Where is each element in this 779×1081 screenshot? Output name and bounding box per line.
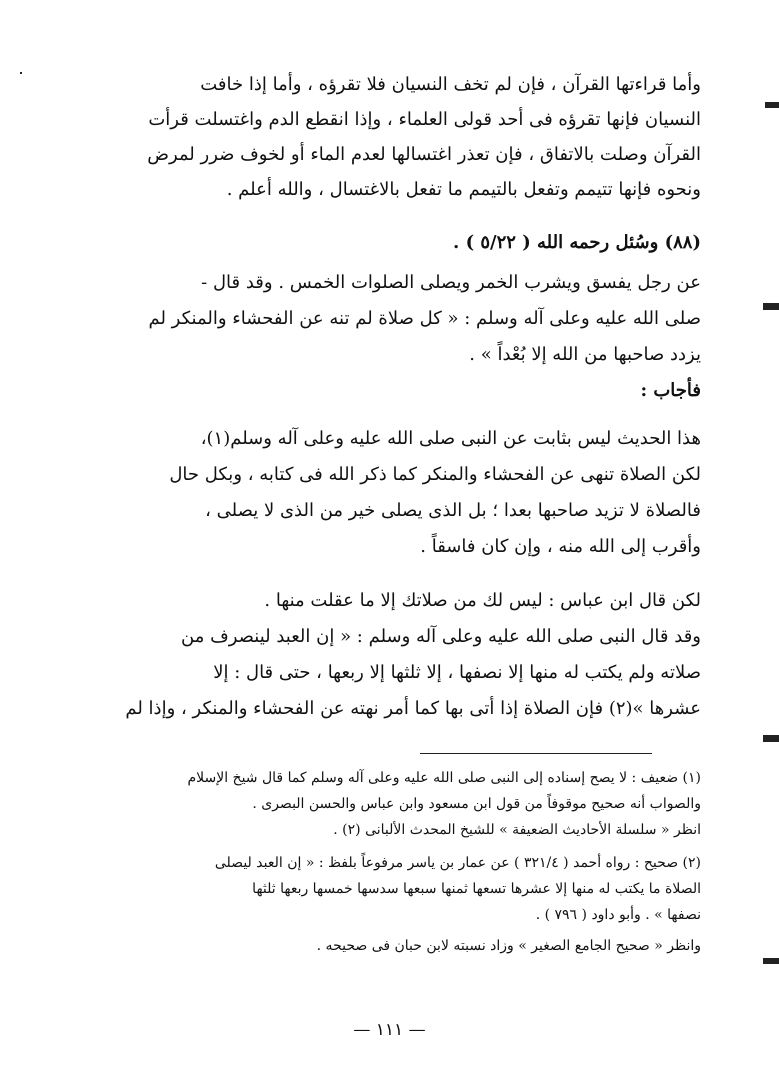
footnote-1-line-1: (١) ضعيف : لا يصح إسناده إلى النبى صلى الله عليه وعلى آله وسلم كما قال شيخ الإسلام xyxy=(187,770,701,786)
body-line-14: لكن قال ابن عباس : ليس لك من صلاتك إلا ما عقلت منها . xyxy=(264,590,701,611)
body-line-1: وأما قراءتها القرآن ، فإن لم تخف النسيان فلا تقرؤه ، وأما إذا خافت xyxy=(200,74,701,95)
body-line-15: وقد قال النبى صلى الله عليه وعلى آله وسلم : « إن العبد لينصرف من xyxy=(181,626,701,647)
footnote-2-line-4: وانظر « صحيح الجامع الصغير » وزاد نسبته لابن حبان فى صحيحه . xyxy=(316,938,701,954)
body-line-13: وأقرب إلى الله منه ، وإن كان فاسقاً . xyxy=(420,536,701,557)
body-line-17: عشرها »(٢) فإن الصلاة إذا أتى بها كما أمر نهته عن الفحشاء والمنكر ، وإذا لم xyxy=(125,698,701,719)
body-line-12: فالصلاة لا تزيد صاحبها بعدا ؛ بل الذى يصلى خير من الذى لا يصلى ، xyxy=(205,500,701,521)
footnote-2-line-2: الصلاة ما يكتب له منها إلا عشرها تسعها ثمنها سبعها سدسها خمسها ربعها ثلثها xyxy=(252,881,701,897)
footnote-2-line-3: نصفها » . وأبو داود ( ٧٩٦ ) . xyxy=(535,907,701,923)
footnote-separator xyxy=(420,753,652,754)
body-line-10: هذا الحديث ليس بثابت عن النبى صلى الله عليه وعلى آله وسلم(١)، xyxy=(200,428,701,449)
body-line-16: صلاته ولم يكتب له منها إلا نصفها ، إلا ثلثها إلا ربعها ، حتى قال : إلا xyxy=(213,662,701,683)
body-line-8: يزدد صاحبها من الله إلا بُعْداً » . xyxy=(469,344,701,365)
scan-edge-mark xyxy=(765,102,779,108)
body-line-11: لكن الصلاة تنهى عن الفحشاء والمنكر كما ذكر الله فى كتابه ، وبكل حال xyxy=(169,464,701,485)
scan-speck xyxy=(20,72,22,74)
answer-heading: فأجاب : xyxy=(640,380,701,401)
footnote-1-line-3: انظر « سلسلة الأحاديث الضعيفة » للشيخ المحدث الألبانى (٢) . xyxy=(333,822,701,838)
body-line-3: القرآن وصلت بالاتفاق ، فإن تعذر اغتسالها لعدم الماء أو لخوف ضرر لمرض xyxy=(147,144,701,165)
page-number: — ١١١ — xyxy=(353,1020,426,1040)
scan-edge-mark xyxy=(763,735,779,742)
footnote-1-line-2: والصواب أنه صحيح موقوفاً من قول ابن مسعود وابن عباس والحسن البصرى . xyxy=(252,796,701,812)
question-heading: (٨٨) وسُئل رحمه الله ( ٥/٢٢ ) . xyxy=(453,232,701,253)
body-line-7: صلى الله عليه وعلى آله وسلم : « كل صلاة لم تنه عن الفحشاء والمنكر لم xyxy=(148,308,701,329)
scan-edge-mark xyxy=(763,958,779,964)
body-line-2: النسيان فإنها تقرؤه فى أحد قولى العلماء ، وإذا انقطع الدم واغتسلت قرأت xyxy=(148,109,701,130)
body-line-4: ونحوه فإنها تتيمم وتفعل بالتيمم ما تفعل بالاغتسال ، والله أعلم . xyxy=(226,179,701,200)
body-line-6: عن رجل يفسق ويشرب الخمر ويصلى الصلوات الخمس . وقد قال - xyxy=(201,272,701,293)
footnote-2-line-1: (٢) صحيح : رواه أحمد ( ٣٢١/٤ ) عن عمار بن ياسر مرفوعاً بلفظ : « إن العبد ليصلى xyxy=(214,855,701,871)
scan-edge-mark xyxy=(763,303,779,310)
